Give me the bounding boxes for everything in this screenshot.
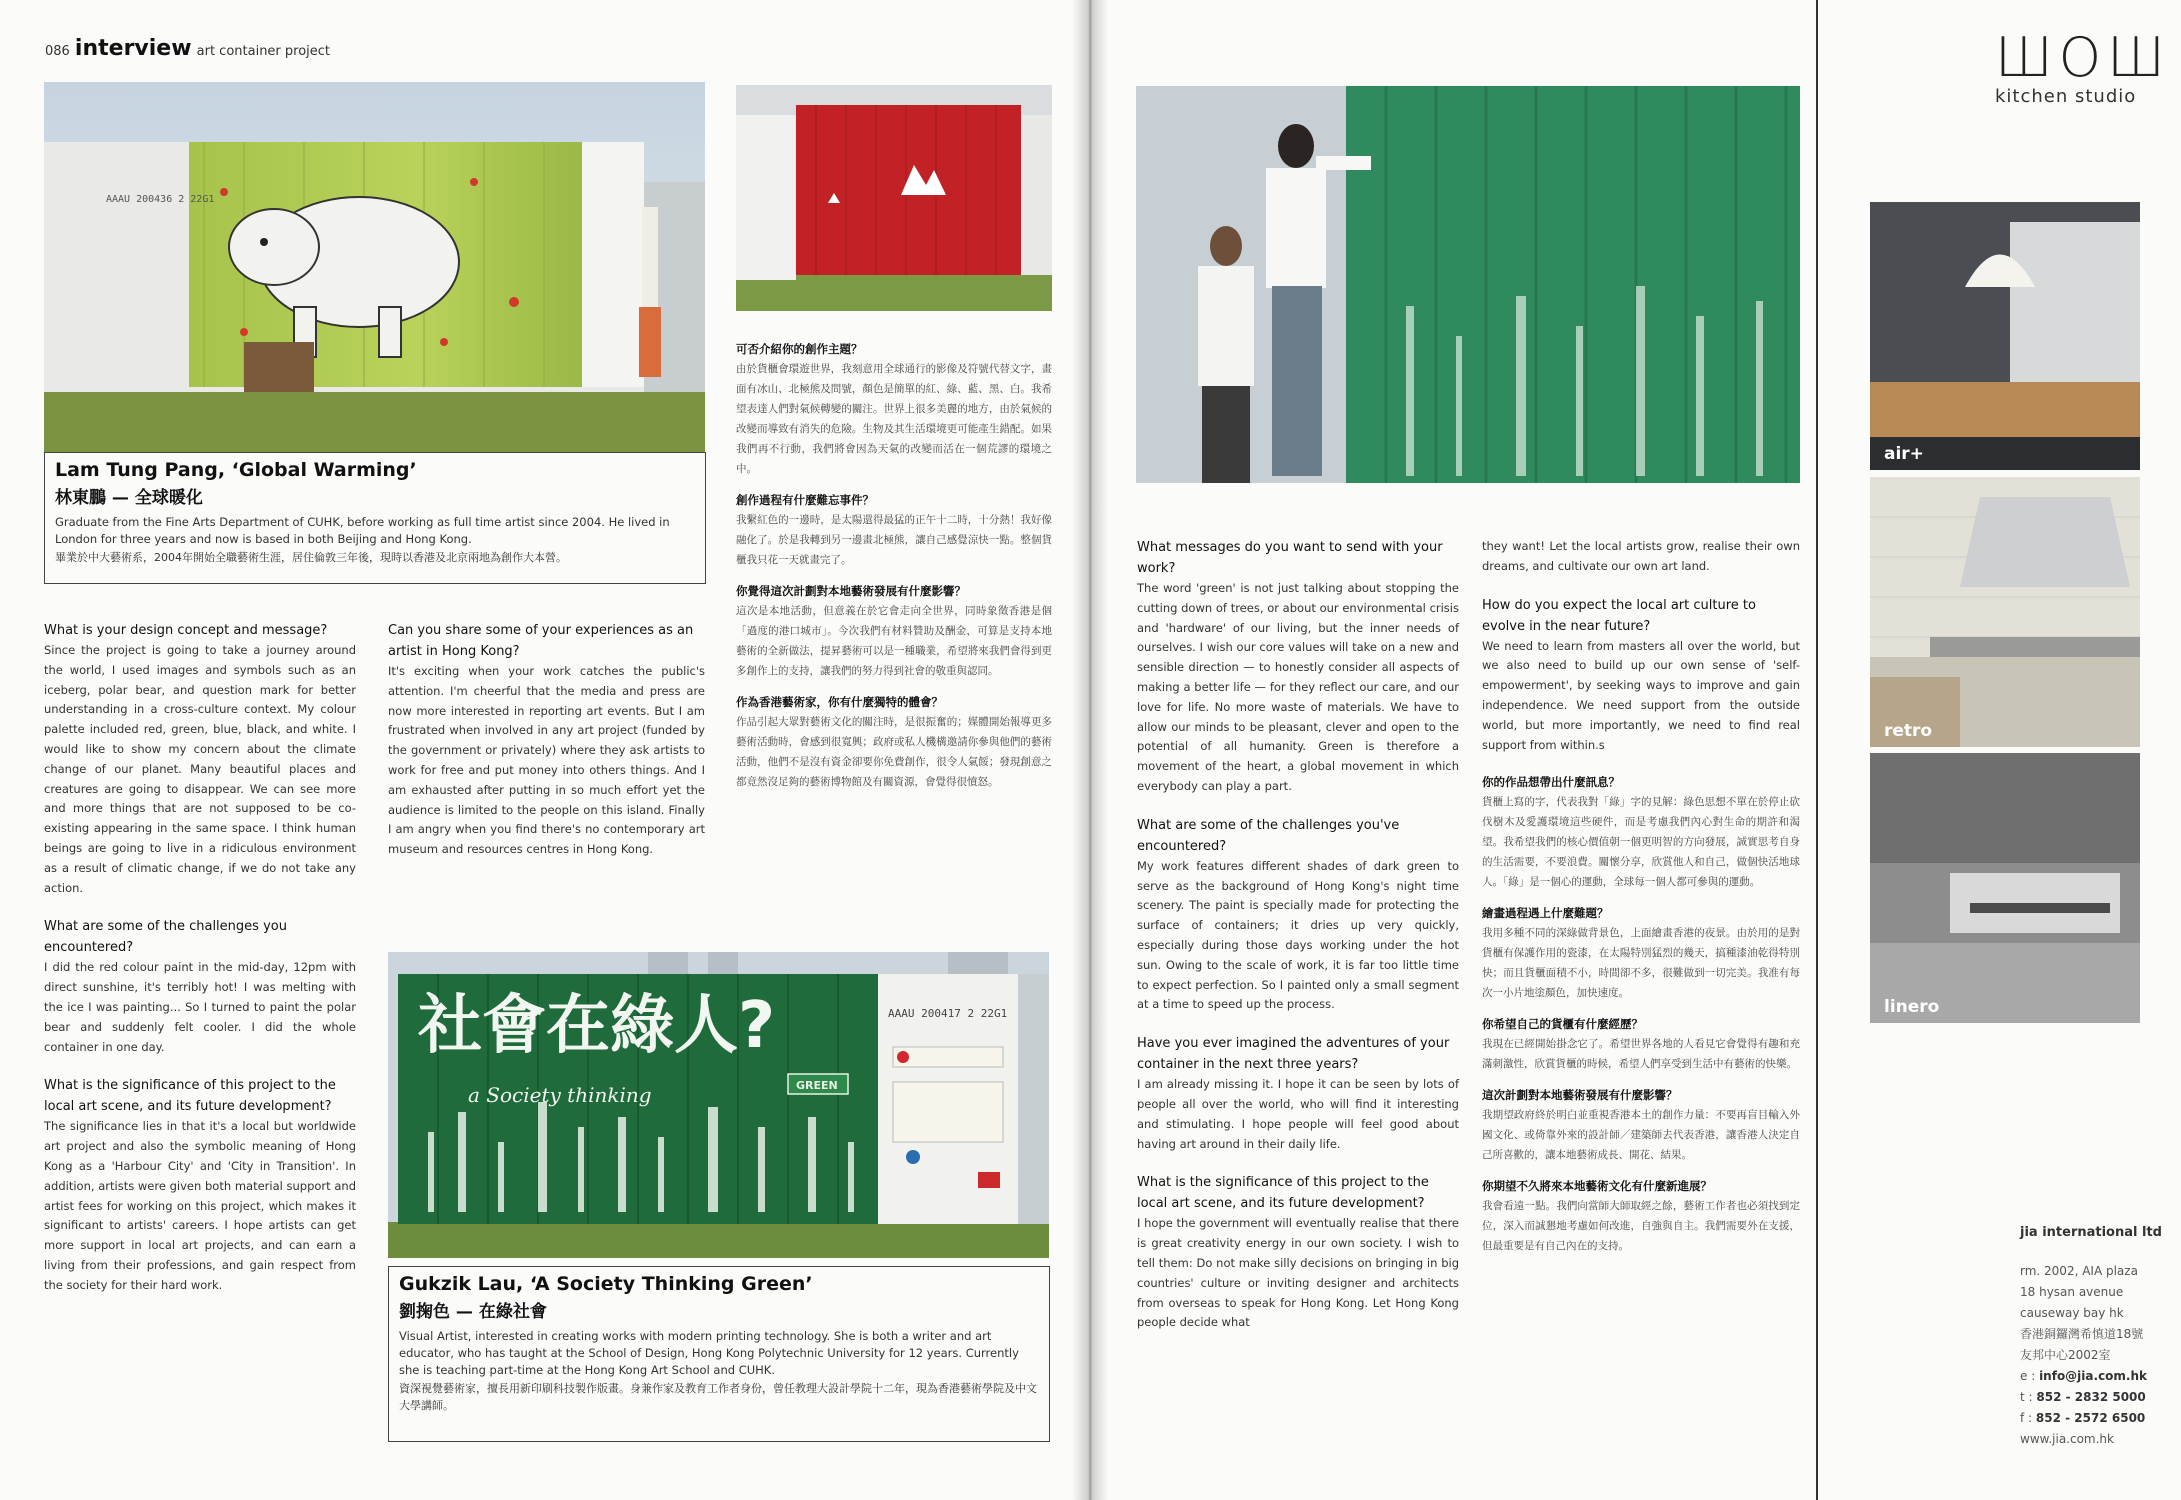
fax-number: 852 - 2572 6500 (2035, 1411, 2146, 1425)
section-title: interview (74, 36, 192, 61)
artwork2-title: Gukzik Lau, ‘A Society Thinking Green’ (399, 1273, 813, 1295)
question: How do you expect the local art culture to evolve in the near future? (1482, 597, 1756, 634)
photo-global-warming (44, 82, 705, 453)
page-number: 086 (45, 44, 70, 59)
address-line: 18 hysan avenue (2020, 1285, 2124, 1299)
zh-question: 你期望不久將來本地藝術文化有什麼新進展？ (1482, 1179, 1712, 1194)
zh-question: 你覺得這次計劃對本地藝術發展有什麼影響？ (736, 584, 966, 598)
artwork1-bio: Graduate from the Fine Arts Department of CUHK, before working as full time artist since 2004. He lived in London for three years and now is based in both Beijing and Hong Kong. (55, 515, 670, 546)
question: Can you share some of your experiences as an artist in Hong Kong? (388, 623, 694, 659)
fax-row: f : 852 - 2572 6500 (2020, 1411, 2146, 1425)
wow-logo (1995, 26, 2171, 107)
photo-society-green (388, 952, 1049, 1258)
mural-text: 社會在綠人? (418, 989, 776, 1063)
zh-question: 你的作品想帶出什麼訊息？ (1482, 775, 1620, 790)
zh-answer: 我會看遠一點。我們向當師大師取經之餘，藝術工作者也必須找到定位，深入而誠懇地考慮如何改進，自強與自主。我們需要外在支援，但最重要是有自己內在的支持。 (1482, 1200, 1800, 1253)
ad-divider (1816, 0, 1818, 1500)
section-subtitle: art container project (196, 44, 331, 59)
mural-script: a Society thinking (468, 1083, 652, 1107)
artwork2-title-zh: 劉掬色 — 在綠社會 (399, 1302, 547, 1322)
right-column-1 (1137, 537, 1459, 1351)
answer: I did the red colour paint in the mid-day, 12pm with direct sunshine, it's terribly hot! I was melting with the ice I was painting... So I turned to paint the polar bear and suddenly felt cooler. I did the whole container in one day. (44, 960, 356, 1054)
container-code-2: AAAU 200417 2 22G1 (888, 1007, 1008, 1020)
question: What is your design concept and message? (44, 623, 328, 638)
zh-answer: 我用多種不同的深綠做背景色，上面繪畫香港的夜景。由於用的是對貨櫃有保護作用的瓷漆，在太陽特別猛烈的幾天，搞種漆油乾得特別快；而且貨櫃面積不小，時間卻不多，很難做到一切完美。我准有每次一小片地塗顏色，加快速度。 (1482, 927, 1800, 1000)
zh-answer: 由於貨櫃會環遊世界，我刻意用全球通行的影像及符號代替文字，畫面有冰山、北極熊及問號，顏色是簡單的紅、綠、藍、黑、白。我希望表達人們對氣候轉變的關注。世界上很多美麗的地方，由於氣候的改變而導致有消失的危險。生物及其生活環境更可能產生錯配。如果我們再不行動，我們將會因為天氣的改變而活在一個荒謬的環境之中。 (736, 363, 1052, 475)
zh-question: 作為香港藝術家，你有什麼獨特的體會？ (736, 695, 943, 709)
zh-answer: 這次是本地活動，但意義在於它會走向全世界，同時象徵香港是個「過度的港口城市」。今次我們有材料贊助及酬金，可算是支持本地藝術的全新做法，提昇藝術可以是一種職業，希望將來我們會得到更多創作上的支持，讓我們的努力得到社會的敬重與認同。 (736, 605, 1052, 677)
zh-question: 繪畫過程遇上什麼難題？ (1482, 906, 1609, 921)
page-header (45, 36, 330, 61)
zh-answer: 作品引起大眾對藝術文化的關注時，是很振奮的；媒體開始報導更多藝術活動時，會感到很寬興；政府或私人機構邀請你參與他們的藝術活動，他們不是沒有資金卻要你免費創作，很令人氣餒；發現創意之都竟然沒足夠的藝術博物館及有關資源，會覺得很憤怒。 (736, 716, 1052, 788)
question: Have you ever imagined the adventures of your container in the next three years? (1137, 1036, 1450, 1073)
left-column-2 (388, 620, 705, 878)
wow-tagline: kitchen studio (1995, 86, 2137, 107)
address-line: 香港銅鑼灣希慎道18號 (2020, 1327, 2144, 1341)
email-link[interactable]: info@jia.com.hk (2039, 1369, 2148, 1383)
ad-label-retro: retro (1884, 721, 1933, 741)
left-column-1 (44, 620, 356, 1314)
caption-artwork2 (388, 1266, 1050, 1442)
answer: It's exciting when your work catches the public's attention. I'm cheerful that the media and press are now more interested in reporting art events. But I am frustrated when involved in any art project (funded by the government or privately) where they ask artists to work for free and put money into others things. And I am exhausted after putting in so much effort yet the audience is limited to the people on this island. Finally I am angry when you find there's no contemporary art museum and resources centres in Hong Kong. (388, 664, 705, 857)
right-page (1090, 0, 2181, 1500)
zh-question: 你希望自己的貨櫃有什麼經歷？ (1482, 1017, 1643, 1032)
ad-image-linero (1870, 753, 2140, 1023)
left-chinese-column (736, 340, 1052, 804)
answer: The word 'green' is not just talking about stopping the cutting down of trees, or about our environmental crisis and 'hardware' of our living, but the inner needs of ourselves. I wish our core values will take on a new and sensible direction — to honestly consider all aspects of making a better life — for they reflect our care, and our love for life. No more waste of materials. We have to allow our minds to be pleasant, clever and open to the potential of all humanity. Green is therefore a movement of the heart, a global movement in which everybody can play a part. (1137, 581, 1459, 793)
answer: My work features different shades of dark green to serve as the background of Hong Kong's night time scenery. The paint is specially made for protecting the surface of containers; it dries up very quickly, especially during those days working under the hot sun. Owing to the scale of work, it is far too little time to expect perfection. So I painted only a small segment at a time to speed up the process. (1137, 858, 1459, 1012)
company-name: jia international ltd (2020, 1225, 2162, 1240)
answer: The significance lies in that it's a local but worldwide art project and also the symbolic meaning of Hong Kong as a 'Harbour City' and 'City in Transition'. In addition, artists were given both material support and artist fees for working on this project, which makes it significant to artists' careers. I hope artists can get more support in local art projects, and can earn a living from their professions, and gain respect from the society for their hard work. (44, 1119, 356, 1292)
tel-row: t : 852 - 2832 5000 (2020, 1390, 2146, 1404)
email-row: e : info@jia.com.hk (2020, 1369, 2148, 1383)
ad-contact-block (2020, 1222, 2170, 1450)
zh-question: 創作過程有什麼難忘事件？ (736, 493, 874, 507)
photo-artists-painting (1136, 86, 1800, 483)
zh-answer: 我繫紅色的一邊時，是太陽還得最猛的正午十二時，十分熱！我好像融化了。於是我轉到另一邊畫北極熊，讓自己感覺涼快一點。整個貨櫃我只花一天就畫完了。 (736, 514, 1052, 566)
wow-logo-text: ШOШ (1995, 26, 2171, 89)
zh-answer: 貨櫃上寫的字，代表我對「綠」字的見解：綠色思想不單在於停止砍伐樹木及愛護環境這些硬件，而是考慮我們內心對生命的期許和渴望。我希望我們的核心價值朝一個更明智的方向發展，誠實思考自身的生活需要，不要浪費。關懷分享，欣賞他人和自己，做個快活地球人。「綠」是一個心的運動，全球每一個人都可參與的運動。 (1482, 796, 1800, 889)
question: What messages do you want to send with your work? (1137, 540, 1443, 576)
tel-number: 852 - 2832 5000 (2036, 1390, 2146, 1404)
answer: I hope the government will eventually realise that there is great creativity energy in our own society. I wish to tell them: Do not make silly decisions on bringing in big countries' culture or inviting designer and architects from overseas to speak for Hong Kong. Let Hong Kong people decide what (1137, 1216, 1459, 1330)
website-link[interactable]: www.jia.com.hk (2020, 1432, 2114, 1446)
ad-image-retro (1870, 477, 2140, 747)
zh-answer: 我期望政府終於明白並重視香港本土的創作力量：不要再盲目輸入外國文化、或倚靠外來的設計師／建築師去代表香港，讓香港人決定自己所喜歡的，讓本地藝術成長、開花、結果。 (1482, 1109, 1800, 1162)
artwork2-bio: Visual Artist, interested in creating works with modern printing technology. She is both a writer and art educator, who has taught at the School of Design, Hong Kong Polytechnic University for 12 years. Currently she is teaching part-time at the Hong Kong Art School and CUHK. (399, 1329, 1019, 1377)
answer: Since the project is going to take a journey around the world, I used images and symbols such as an iceberg, polar bear, and question mark for better understanding in a cross-culture context. My colour palette included red, green, blue, black, and white. I would like to show my concern about the climate change of our planet. Many beautiful places and creatures are going to disappear. We can see more and more things that are not supposed to be co-existing appearing in the same space. I think human beings are going to live in a ridiculous environment as a result of climatic change, if we do not take any action. (44, 643, 356, 895)
address-line: 友邦中心2002室 (2020, 1348, 2111, 1362)
artwork1-bio-zh: 畢業於中大藝術系，2004年開始全職藝術生涯，居住倫敦三年後，現時以香港及北京兩地為創作大本營。 (55, 551, 567, 564)
ad-label-air: air+ (1884, 444, 1924, 464)
question: What are some of the challenges you encountered? (44, 919, 287, 956)
answer: I am already missing it. I hope it can be seen by lots of people all over the world, who will find it interesting and stimulating. I hope people will feel good about having art around in their daily life. (1137, 1077, 1459, 1151)
left-page (0, 0, 1090, 1500)
zh-question: 這次計劃對本地藝術發展有什麼影響？ (1482, 1088, 1678, 1103)
photo-red-container (736, 85, 1052, 311)
question: What is the significance of this project to the local art scene, and its future development? (44, 1078, 336, 1115)
green-tag: GREEN (796, 1079, 838, 1092)
zh-answer: 我現在已經開始掛念它了。希望世界各地的人看見它會覺得有趣和充滿刺激性，欣賞貨櫃的時候，希望人們享受到生活中有藝術的快樂。 (1482, 1038, 1800, 1071)
answer: they want! Let the local artists grow, realise their own dreams, and cultivate our own art land. (1482, 539, 1800, 573)
spine-gutter (1072, 0, 1108, 1500)
artwork1-title-zh: 林東鵬 — 全球暖化 (55, 488, 203, 508)
address-line: causeway bay hk (2020, 1306, 2124, 1320)
container-code-1: AAAU 200436 2 22G1 (106, 194, 215, 205)
artwork2-bio-zh: 資深視覺藝術家，擅長用新印刷科技製作版畫。身兼作家及教育工作者身份，曾任教理大設計學院十二年，現為香港藝術學院及中文大學講師。 (399, 1382, 1037, 1412)
ad-label-linero: linero (1884, 997, 1940, 1017)
question: What are some of the challenges you've encountered? (1137, 817, 1400, 854)
right-column-2 (1482, 537, 1800, 1268)
caption-artwork1 (44, 452, 706, 584)
answer: We need to learn from masters all over the world, but we also need to build up our own sense of 'self-empowerment', by seeking ways to improve and gain independence. We need support from the outside world, but more importantly, we need to find real support from within.s (1482, 638, 1800, 752)
artwork1-title: Lam Tung Pang, ‘Global Warming’ (55, 459, 417, 481)
ad-image-air (1870, 202, 2140, 470)
question: What is the significance of this project to the local art scene, and its future development? (1137, 1175, 1429, 1212)
zh-question: 可否介紹你的創作主題？ (736, 342, 863, 356)
address-line: rm. 2002, AIA plaza (2020, 1264, 2138, 1278)
